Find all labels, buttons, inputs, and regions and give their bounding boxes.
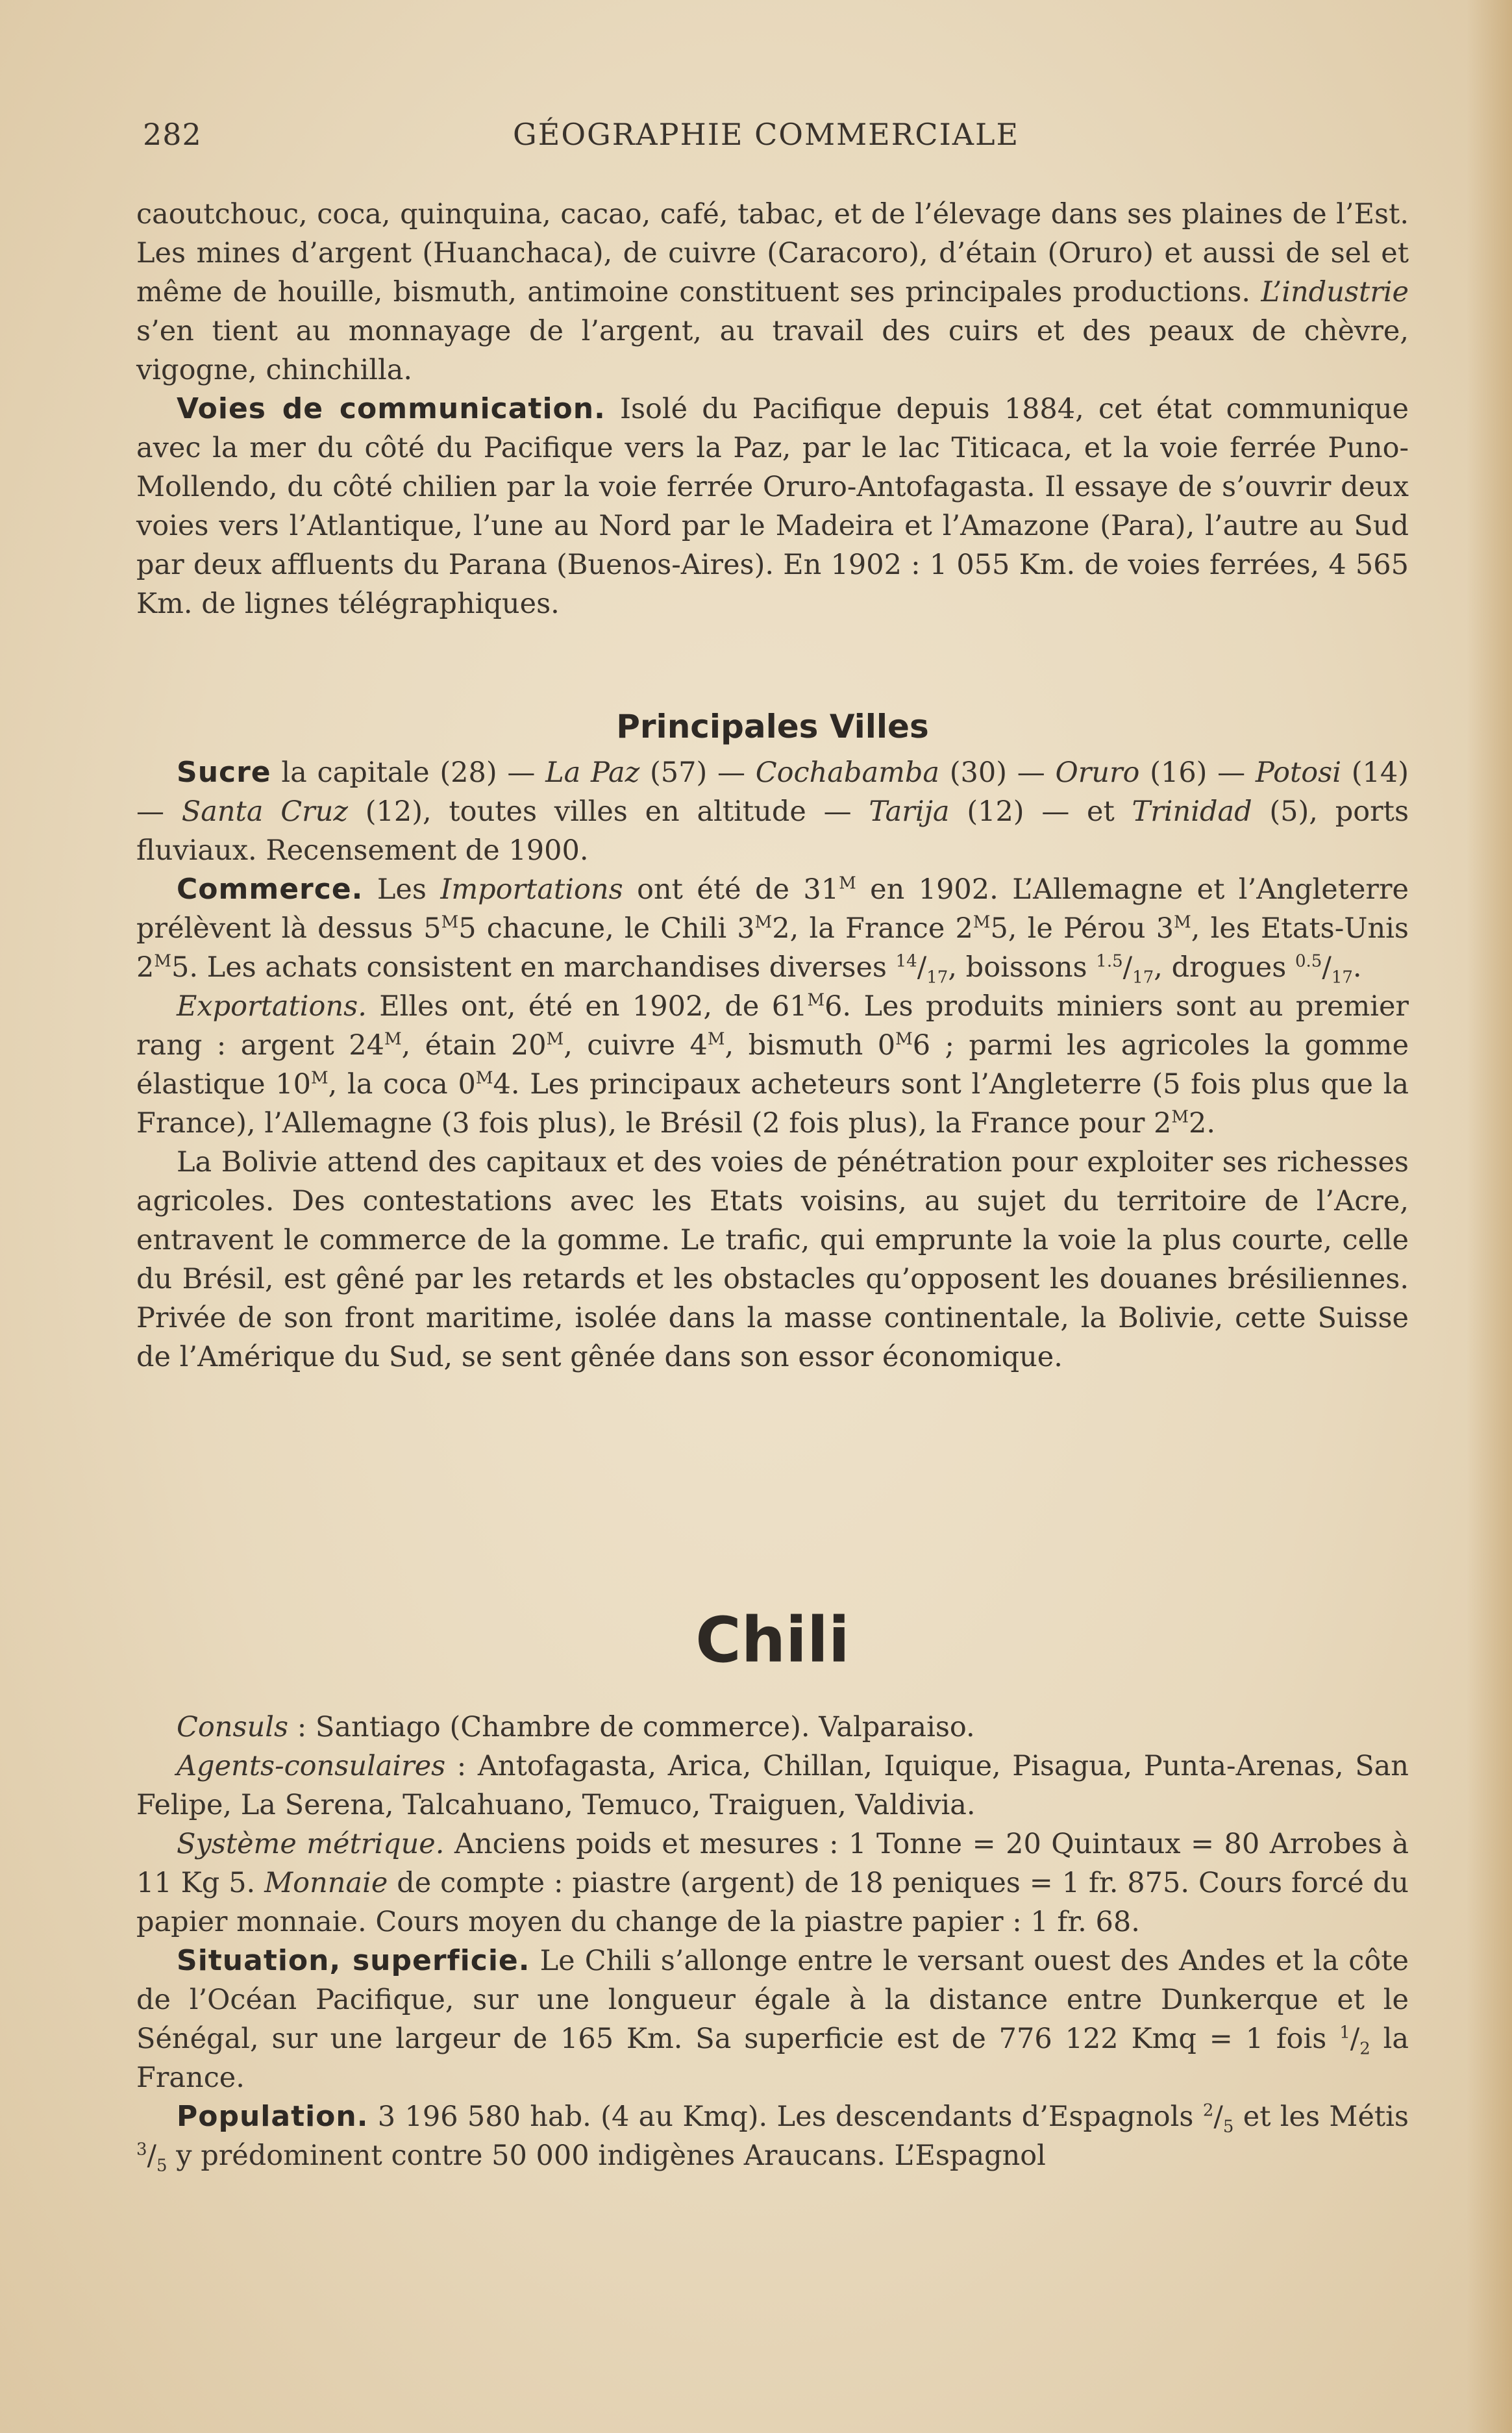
running-title: GÉOGRAPHIE COMMERCIALE <box>513 117 1020 152</box>
exportations-paragraph: Exportations. Elles ont, été en 1902, de $61^M6$. Les produits miniers sont au premier rang : argent $24^M$, étain $20^M$, cuivre $4^M$, bismuth $0^M6$ ; parmi les agricoles la gomme élastique $10^M$, la coca $0^M4$. Les principaux acheteurs sont l’Angleterre (5 fois plus que la France), l’Allemagne (3 fois plus), le Brésil (2 fois plus), la France pour $2^M2$. <box>136 990 1409 1140</box>
section-heading: Population. <box>177 2100 369 2133</box>
commerce-text-block <box>136 753 1409 1377</box>
page-number: 282 <box>143 117 202 152</box>
page-edge-shadow <box>1467 0 1512 2433</box>
section-heading: Situation, superficie. <box>177 1944 530 1977</box>
bolivie-paragraph: La Bolivie attend des capitaux et des voies de pénétration pour exploiter ses richesses agricoles. Des contestations avec les Etats voisins, au sujet du territoire de l’Acre, entravent le commerce de la gomme. Le trafic, qui emprunte la voie la plus courte, celle du Brésil, est gêné par les retards et les obstacles qu’opposent les douanes brésiliennes. Privée de son front maritime, isolée dans la masse continentale, la Bolivie, cette Suisse de l’Amérique du Sud, se sent gênée dans son essor économique. <box>136 1146 1409 1373</box>
population-paragraph: Population. 3 196 580 hab. (4 au Kmq). Les descendants d’Espagnols $^2/_5$ et les Métis $^3/_5$ y prédominent contre 50 000 indigènes Araucans. L’Espagnol <box>136 2100 1409 2176</box>
communications-paragraph: Voies de communication. Isolé du Pacifique depuis 1884, cet état communique avec la mer du côté du Pacifique vers la Paz, par le lac Titicaca, et la voie ferrée Puno-Mollendo, du côté chilien par la voie ferrée Oruro-Antofagasta. Il essaye de s’ouvrir deux voies vers l’Atlantique, l’une au Nord par le Madeira et l’Amazone (Para), l’autre au Sud par deux affluents du Parana (Buenos-Aires). En 1902 : 1 055 Km. de voies ferrées, 4 565 Km. de lignes télégraphiques. <box>136 392 1409 620</box>
section-heading: Commerce. <box>177 873 364 906</box>
cities-paragraph: Sucre la capitale (28) — La Paz (57) — Cochabamba (30) — Oruro (16) — Potosi (14) — Santa Cruz (12), toutes villes en altitude — Tarija (12) — et Trinidad (5), ports fluviaux. Recensement de 1900. <box>136 756 1409 867</box>
agents-paragraph: Agents-consulaires : Antofagasta, Arica, Chillan, Iquique, Pisagua, Punta-Arenas, San Felipe, La Serena, Talcahuano, Temuco, Traiguen, Valdivia. <box>136 1750 1409 1821</box>
situation-paragraph: Situation, superficie. Le Chili s’allonge entre le versant ouest des Andes et la côte de l’Océan Pacifique, sur une longueur égale à la distance entre Dunkerque et le Sénégal, sur une largeur de 165 Km. Sa superficie est de 776 122 Kmq = 1 fois $^1/_2$ la France. <box>136 1944 1409 2094</box>
chili-text-block <box>136 1708 1409 2175</box>
economy-paragraph: caoutchouc, coca, quinquina, cacao, café, tabac, et de l’élevage dans ses plaines de l’Est. Les mines d’argent (Huanchaca), de cuivre (Caracoro), d’étain (Oruro) et aussi de sel et même de houille, bismuth, antimoine constituent ses principales productions. L’industrie s’en tient au monnayage de l’argent, au travail des cuirs et des peaux de chèvre, vigogne, chinchilla. <box>136 198 1409 386</box>
consuls-paragraph: Consuls : Santiago (Chambre de commerce). Valparaiso. <box>177 1711 975 1743</box>
section-heading: Voies de communication. <box>177 392 606 425</box>
section-heading: Sucre <box>177 756 271 789</box>
running-header <box>136 117 1409 156</box>
bolivia-text-block <box>136 195 1409 623</box>
commerce-paragraph: Commerce. Les Importations ont été de $31^M$ en 1902. L’Allemagne et l’Angleterre prélèvent là dessus $5^M5$ chacune, le Chili $3^M2$, la France $2^M5$, le Pérou $3^M$, les Etats-Unis $2^M5$. Les achats consistent en marchandises diverses $^{14}/_{17}$, boissons $^{1.5}/_{17}$, drogues $^{0.5}/_{17}$. <box>136 873 1409 988</box>
systeme-paragraph: Système métrique. Anciens poids et mesures : 1 Tonne = 20 Quintaux = 80 Arrobes à 11 Kg 5. Monnaie de compte : piastre (argent) de 18 peniques = 1 fr. 875. Cours forcé du papier monnaie. Cours moyen du change de la piastre papier : 1 fr. 68. <box>136 1828 1409 1938</box>
chili-title: Chili <box>695 1604 850 1677</box>
principales-villes-heading: Principales Villes <box>616 708 929 745</box>
